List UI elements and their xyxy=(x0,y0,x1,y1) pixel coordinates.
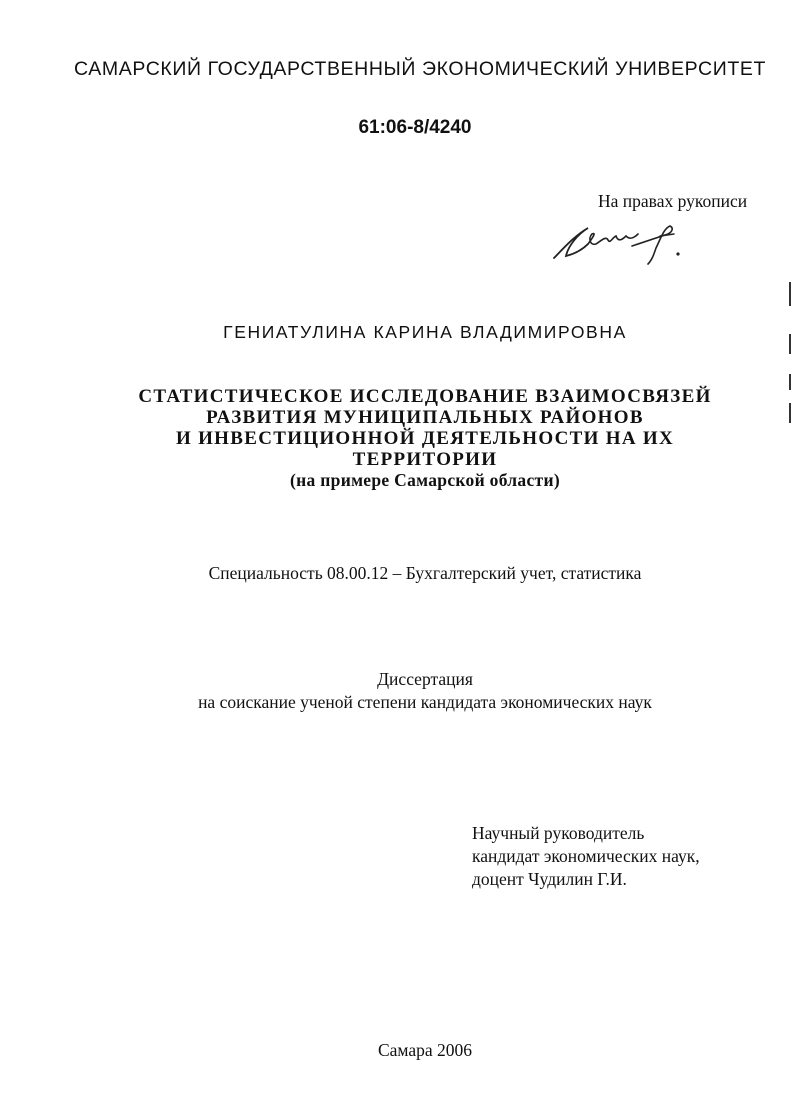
supervisor-block xyxy=(472,822,700,891)
scan-edge-mark xyxy=(789,403,791,423)
title-line: ТЕРРИТОРИИ xyxy=(352,449,498,470)
signature-icon xyxy=(548,214,688,266)
dissertation-type: Диссертация xyxy=(377,669,473,689)
dissertation-title xyxy=(105,386,745,491)
scan-edge-mark xyxy=(789,282,791,306)
title-line: И ИНВЕСТИЦИОННОЙ ДЕЯТЕЛЬНОСТИ НА ИХ xyxy=(175,428,675,449)
university-name: САМАРСКИЙ ГОСУДАРСТВЕННЫЙ ЭКОНОМИЧЕСКИЙ УНИВЕРСИТЕТ xyxy=(74,58,766,80)
supervisor-name: доцент Чудилин Г.И. xyxy=(472,869,627,889)
specialty: Специальность 08.00.12 – Бухгалтерский учет, статистика xyxy=(208,563,642,583)
title-line: СТАТИСТИЧЕСКОЕ ИССЛЕДОВАНИЕ ВЗАИМОСВЯЗЕЙ xyxy=(138,386,712,407)
rights-note: На правах рукописи xyxy=(598,191,748,211)
title-line: РАЗВИТИЯ МУНИЦИПАЛЬНЫХ РАЙОНОВ xyxy=(206,407,644,428)
city-year: Самара 2006 xyxy=(377,1040,473,1060)
supervisor-role: Научный руководитель xyxy=(472,823,645,843)
dissertation-degree: на соискание ученой степени кандидата экономических наук xyxy=(198,692,652,712)
author-name: ГЕНИАТУЛИНА КАРИНА ВЛАДИМИРОВНА xyxy=(223,322,627,342)
supervisor-degree: кандидат экономических наук, xyxy=(472,846,700,866)
scan-edge-mark xyxy=(789,334,791,354)
catalog-code: 61:06-8/4240 xyxy=(358,117,472,138)
scan-edge-mark xyxy=(789,374,791,390)
title-subtitle: (на примере Самарской области) xyxy=(290,470,560,490)
